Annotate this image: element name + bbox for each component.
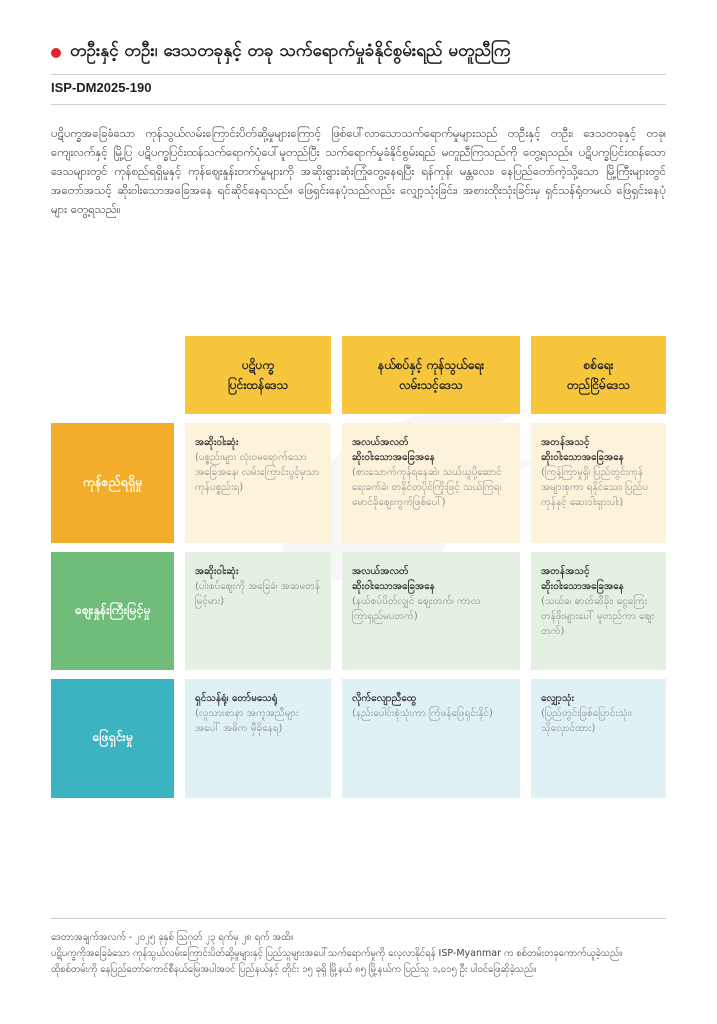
divider: [51, 918, 666, 919]
footer-line: ပဋိပက္ခကိုအခြေခံသော ကုန်သွယ်လမ်းကြောင်းပိတ်ဆို့မှုများနှင့် ပြည်သူများအပေါ်သက်ရောက်မှုကို လေ့လာနိုင်ရန် ISP-Myanmar က စစ်တမ်းတခုကောက်ယူခဲ့သည်။: [51, 948, 623, 959]
column-header: [531, 336, 666, 414]
page-title: တဦးနှင့် တဦး၊ ဒေသတခုနှင့် တခု သက်ရောက်မှုခံနိုင်စွမ်းရည် မတူညီကြ: [70, 41, 511, 61]
cell-note: (လူသားစာနာ အကူအညီများ အပေါ် အဓိက မှီခိုနေရ): [195, 708, 299, 734]
table-cell: [342, 423, 520, 543]
cell-heading: အတန်အသင့် ဆိုးဝါးသောအခြေအနေ: [541, 437, 624, 463]
row-header-label: ကုန်စည်ရရှိမှု: [82, 473, 143, 489]
cell-heading: အလယ်အလတ် ဆိုးဝါးသောအခြေအနေ: [352, 437, 435, 463]
divider: [51, 74, 666, 75]
cell-note: (ပစ္စည်းများ လုံးဝမရောက်သော အခြေအနေ၊ လမ်းကြောင်းပွင့်မှသာ ကုန်ပစ္စည်းရ): [195, 452, 320, 493]
intro-paragraph: ပဋိပက္ခအခြေခံသော ကုန်သွယ်လမ်းကြောင်းပိတ်ဆို့မှုများကြောင့် ဖြစ်ပေါ်လာသောသက်ရောက်မှုများသည် တဦးနှင့် တဦး၊ ဒေသတခုနှင့် တခု၊ ကျေးလက်နှင့် မြို့ပြ ပဋိပက္ခပြင်းထန်သက်ရောက်ပုံပေါ်မူတည်ပြီး သက်ရောက်မှုခံနိုင်စွမ်းရည် မတူညီကြသည်ကို တွေ့ရသည်။ ပဋိပက္ခပြင်းထန်သောဒေသများတွင် ကုန်စည်ရရှိမှုနှင့် ကုန်ဈေးနှုန်းတက်မှုများကို အဆိုးရွားဆုံးကြုံတွေ့နေရပြီး ရန်ကုန်၊ မန္တလေး၊ နေပြည်တော်ကဲ့သို့သော မြို့ကြီးများတွင် အတော်အသင့် ဆိုးဝါးသောအခြေအနေ ရင်ဆိုင်နေရသည်။ ဖြေရှင်းနေပုံသည်လည်း လျှော့သုံးခြင်း၊ အစားထိုးသုံးခြင်းမှ ရှင်သန်ရုံတမယ် ဖြေရှင်းနေပုံများ တွေ့ရသည်။: [51, 126, 666, 216]
cell-note: (နည်းပေါင်းစုံသုံးကာ ကြံဖန်ဖြေရှင်းနိုင်): [352, 708, 493, 719]
cell-heading: အတန်အသင့် ဆိုးဝါးသောအခြေအနေ: [541, 566, 624, 592]
column-header: [342, 336, 520, 414]
table-cell: [185, 552, 331, 670]
divider: [51, 104, 666, 105]
row-header-label: ဈေးနှုန်းကြီးမြင့်မှု: [74, 601, 151, 617]
table-cell: [185, 423, 331, 543]
cell-note: (နယ်စပ်ပိတ်လျှင် ဈေးတက်၊ ကာလကြာရှည်မပတက်): [352, 596, 481, 622]
cell-heading: လိုက်လျောညီထွေ: [352, 693, 417, 704]
table-cell: [342, 552, 520, 670]
table-cell: [185, 679, 331, 798]
table-cell: [531, 552, 666, 670]
footer-line: ထိုစစ်တမ်းကို နေပြည်တော်ကောင်စီနယ်မြေအပါအဝင် ပြည်နယ်နှင့် တိုင်း ၁၅ ခုရှိ မြို့နယ် ၈၅ မြို့နယ်က ပြည်သူ ၁,၀၁၅ ဦး ပါဝင်ဖြေဆိုခဲ့သည်။: [51, 964, 537, 975]
cell-heading: ရှင်သန်ရုံ၊ တော်မသေရုံ: [195, 693, 278, 704]
row-header: [51, 679, 174, 798]
cell-heading: အဆိုးဝါးဆုံး: [195, 437, 239, 448]
table-cell: [531, 423, 666, 543]
footer-line: ဒေတာအချက်အလက် - ၂၀၂၅ ခုနှစ် ဩဂုတ် ၂၃ ရက်မှ ၂၈ ရက် အထိ။: [51, 932, 294, 943]
cell-note: (ပါးစပ်ဈေးကို အခြေခံ၊ အဆမတန်မြင့်မား): [195, 581, 321, 607]
row-header: [51, 423, 174, 543]
row-header-label: ဖြေရှင်းမှု: [92, 729, 133, 744]
document-id: ISP-DM2025-190: [51, 80, 152, 95]
red-dot-icon: [51, 48, 61, 58]
table-cell: [531, 679, 666, 798]
cell-note: (စားသောက်ကုန်ရနေဆဲ၊ သယ်ယူပို့ဆောင်ရေးခက်ခဲ၊ တနိုင်တပိုင်ကြိုးဖြင့် သယ်ကြရ၊ မောင်ခိုဈေးကွက်ဖြစ်ပေါ်): [352, 467, 502, 508]
row-header: [51, 552, 174, 670]
column-header-label: စစ်ရေး တည်ငြိမ်ဒေသ: [567, 358, 630, 392]
footer-notes: [51, 930, 666, 978]
cell-note: (ကြန့်ကြာမှုရှိ၊ ပြည်တွင်းကုန် အများစုကာ ရနိုင်သေး၊ ပြည်ပကုန်နှင့် ဆေးဝါးရှားပါး): [541, 467, 649, 508]
column-header-label: ပဋိပက္ခ ပြင်းထန်ဒေသ: [227, 358, 289, 392]
comparison-table: [51, 336, 666, 798]
cell-heading: အလယ်အလတ် ဆိုးဝါးသောအခြေအနေ: [352, 566, 435, 592]
cell-heading: အဆိုးဝါးဆုံး: [195, 566, 239, 577]
cell-note: (သယ်ခ၊ ဓာတ်ဆီခိုး၊ ငွေကြေးတန်ဖိုးများပေါ် မူတည်ကာ ဈေးတက်): [541, 596, 655, 637]
cell-heading: လျှော့သုံး: [541, 693, 575, 704]
column-header-label: နယ်စပ်နှင့် ကုန်သွယ်ရေး လမ်းသင့်ဒေသ: [377, 358, 485, 392]
table-cell: [342, 679, 520, 798]
column-header: [185, 336, 331, 414]
cell-note: (ပြည်တွင်းဖြစ်ပြောင်းသုံး၊ သိုလှောင်ထား): [541, 708, 632, 734]
